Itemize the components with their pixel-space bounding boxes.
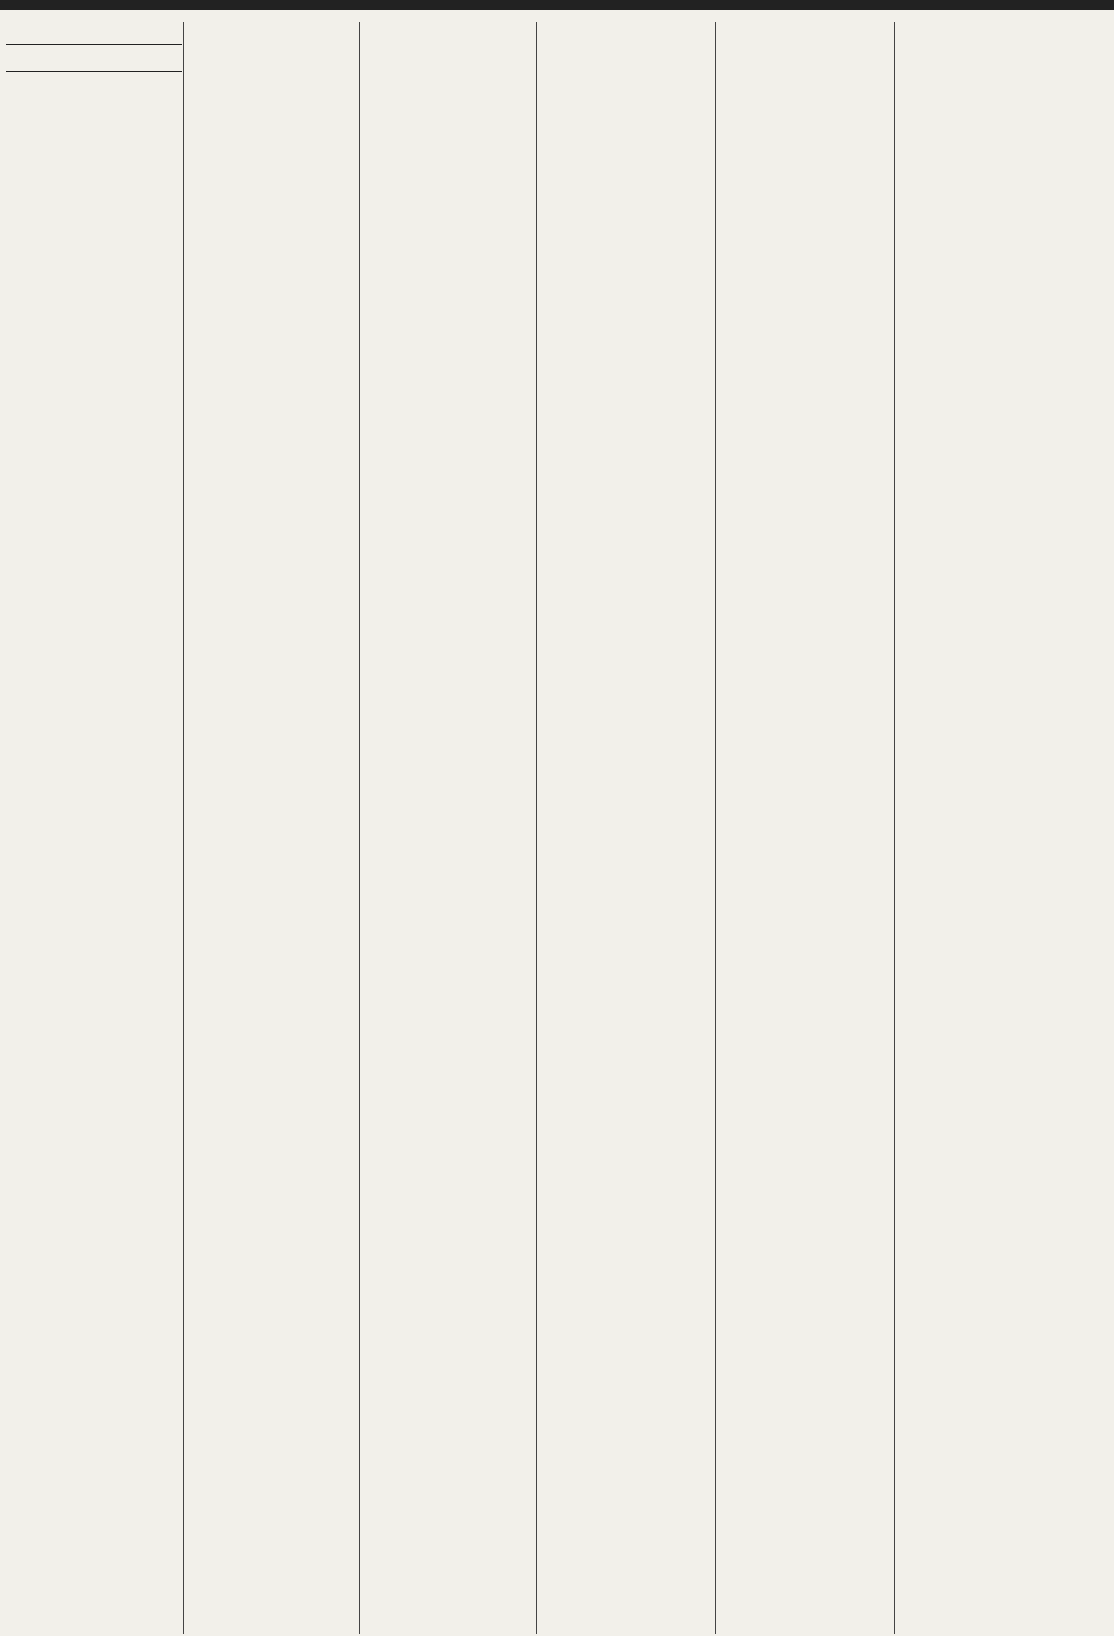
column-1	[6, 22, 182, 1634]
column-rule	[894, 22, 895, 1634]
divider	[6, 71, 182, 72]
column-rule	[359, 22, 360, 1634]
divider	[6, 44, 182, 45]
column-rule	[536, 22, 537, 1634]
column-rule	[715, 22, 716, 1634]
column-rule	[183, 22, 184, 1634]
masthead-bar	[0, 0, 1114, 10]
